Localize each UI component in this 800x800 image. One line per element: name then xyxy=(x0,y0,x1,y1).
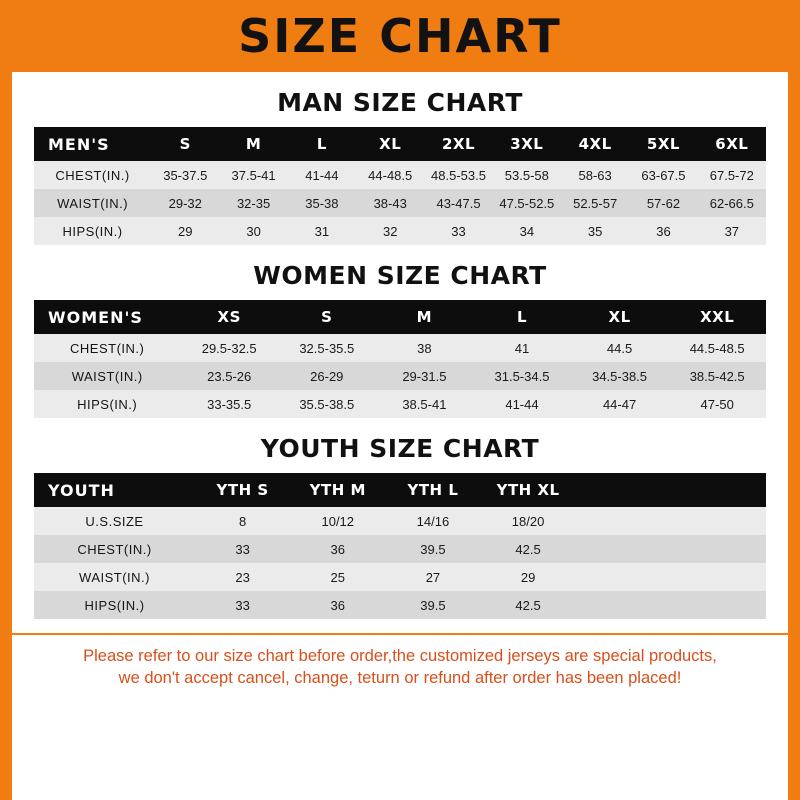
cell: 38 xyxy=(417,340,432,356)
cell: 67.5-72 xyxy=(709,167,754,183)
cell: 58-63 xyxy=(578,167,612,183)
cell: 63-67.5 xyxy=(641,167,686,183)
cell: 23.5-26 xyxy=(207,368,252,384)
row-label: WAIST(IN.) xyxy=(71,368,143,384)
row-label: HIPS(IN.) xyxy=(62,223,123,239)
row-label: CHEST(IN.) xyxy=(77,541,152,557)
cell: 42.5 xyxy=(515,541,541,557)
cell: 41 xyxy=(514,340,530,356)
cell: 35.5-38.5 xyxy=(299,396,355,412)
column-header: YTH XL xyxy=(496,481,560,499)
cell: 44.5 xyxy=(606,340,633,356)
cell: 41-44 xyxy=(305,167,339,183)
cell-empty xyxy=(576,507,671,535)
women-section-title: WOMEN SIZE CHART xyxy=(253,261,547,290)
cell: 37.5-41 xyxy=(231,167,276,183)
column-header: S xyxy=(179,135,191,153)
table-header-row xyxy=(34,473,766,507)
cell: 32.5-35.5 xyxy=(299,340,355,356)
cell: 34 xyxy=(519,223,535,239)
banner xyxy=(0,0,800,72)
cell: 38-43 xyxy=(373,195,407,211)
cell: 44-47 xyxy=(602,396,637,412)
cell: 25 xyxy=(330,569,345,585)
row-label: WAIST(IN.) xyxy=(57,195,129,211)
row-label: U.S.SIZE xyxy=(85,513,144,529)
youth-corner-label: YOUTH xyxy=(48,480,115,500)
cell-empty xyxy=(576,535,671,563)
cell: 30 xyxy=(246,223,261,239)
cell: 14/16 xyxy=(416,513,450,529)
cell: 35-37.5 xyxy=(163,167,208,183)
cell-empty xyxy=(576,563,671,591)
cell: 38.5-41 xyxy=(402,396,447,412)
cell: 38.5-42.5 xyxy=(689,368,745,384)
cell-empty xyxy=(671,591,766,619)
table-header-row xyxy=(34,300,766,334)
column-header: 2XL xyxy=(441,135,476,153)
table-row xyxy=(34,161,766,189)
women-size-table xyxy=(34,300,766,418)
cell-empty xyxy=(671,535,766,563)
cell: 53.5-58 xyxy=(504,167,549,183)
column-header: XL xyxy=(379,135,402,153)
cell: 29-31.5 xyxy=(402,368,447,384)
column-header: XS xyxy=(217,308,241,326)
cell: 32-35 xyxy=(236,195,271,211)
cell: 29 xyxy=(178,223,193,239)
women-table-wrap xyxy=(12,300,788,418)
cell: 41-44 xyxy=(505,396,539,412)
cell: 35 xyxy=(587,223,603,239)
cell: 23 xyxy=(235,569,250,585)
table-row xyxy=(34,535,766,563)
row-label: CHEST(IN.) xyxy=(70,340,145,356)
column-header: M xyxy=(416,308,433,326)
cell: 26-29 xyxy=(310,368,344,384)
column-header: L xyxy=(516,308,527,326)
cell: 39.5 xyxy=(420,597,446,613)
column-header: 5XL xyxy=(646,135,680,153)
table-row xyxy=(34,334,766,362)
men-table-wrap xyxy=(12,127,788,245)
page-title: SIZE CHART xyxy=(238,9,562,63)
table-row xyxy=(34,507,766,535)
cell: 42.5 xyxy=(515,597,541,613)
column-header-empty xyxy=(671,473,766,507)
column-header: 4XL xyxy=(578,135,612,153)
cell: 27 xyxy=(425,569,441,585)
row-label: HIPS(IN.) xyxy=(84,597,145,613)
cell: 47-50 xyxy=(700,396,734,412)
cell: 33 xyxy=(235,541,250,557)
youth-section-title: YOUTH SIZE CHART xyxy=(260,434,540,463)
men-size-table xyxy=(34,127,766,245)
table-header-row xyxy=(34,127,766,161)
cell: 37 xyxy=(724,223,740,239)
table-row xyxy=(34,362,766,390)
cell: 31.5-34.5 xyxy=(494,368,550,384)
row-label: CHEST(IN.) xyxy=(55,167,130,183)
cell: 10/12 xyxy=(321,513,355,529)
cell: 48.5-53.5 xyxy=(431,167,486,183)
cell: 44-48.5 xyxy=(368,167,413,183)
men-section-title: MAN SIZE CHART xyxy=(277,88,523,117)
cell: 29-32 xyxy=(168,195,202,211)
cell-empty xyxy=(576,591,671,619)
table-row xyxy=(34,563,766,591)
column-header: 6XL xyxy=(715,135,749,153)
cell: 33 xyxy=(235,597,250,613)
cell: 52.5-57 xyxy=(573,195,618,211)
table-row xyxy=(34,189,766,217)
cell: 47.5-52.5 xyxy=(499,195,555,211)
column-header: YTH L xyxy=(407,481,459,499)
youth-size-table xyxy=(34,473,766,619)
cell: 33 xyxy=(451,223,466,239)
men-corner-label: MEN'S xyxy=(48,134,110,154)
column-header: XXL xyxy=(700,308,735,326)
cell: 32 xyxy=(382,223,398,239)
row-label: WAIST(IN.) xyxy=(79,569,150,585)
cell-empty xyxy=(671,563,766,591)
cell: 35-38 xyxy=(305,195,339,211)
cell: 29.5-32.5 xyxy=(201,340,257,356)
cell: 36 xyxy=(330,541,345,557)
cell: 39.5 xyxy=(420,541,446,557)
cell: 43-47.5 xyxy=(436,195,481,211)
table-row xyxy=(34,591,766,619)
women-corner-label: WOMEN'S xyxy=(48,307,143,327)
cell: 31 xyxy=(314,223,330,239)
column-header: S xyxy=(321,308,333,326)
table-row xyxy=(34,217,766,245)
cell: 57-62 xyxy=(646,195,681,211)
cell: 44.5-48.5 xyxy=(689,340,745,356)
column-header: M xyxy=(245,135,262,153)
cell: 34.5-38.5 xyxy=(592,368,648,384)
cell: 62-66.5 xyxy=(709,195,754,211)
cell: 36 xyxy=(330,597,345,613)
footer-line-2: we don't accept cancel, change, teturn or refund after order has been placed! xyxy=(118,669,682,688)
column-header: YTH M xyxy=(309,481,366,499)
column-header: YTH S xyxy=(216,481,269,499)
column-header-empty xyxy=(576,473,671,507)
footer-line-1: Please refer to our size chart before order,the customized jerseys are special products, xyxy=(83,647,717,665)
column-header: L xyxy=(316,135,327,153)
row-label: HIPS(IN.) xyxy=(77,396,138,412)
table-row xyxy=(34,390,766,418)
youth-table-wrap xyxy=(12,473,788,619)
column-header: XL xyxy=(608,308,631,326)
cell: 29 xyxy=(520,569,536,585)
cell: 8 xyxy=(238,513,247,529)
cell: 33-35.5 xyxy=(207,396,252,412)
column-header: 3XL xyxy=(510,135,544,153)
cell-empty xyxy=(671,507,766,535)
cell: 36 xyxy=(656,223,671,239)
cell: 18/20 xyxy=(511,513,545,529)
footer-note xyxy=(12,633,788,690)
